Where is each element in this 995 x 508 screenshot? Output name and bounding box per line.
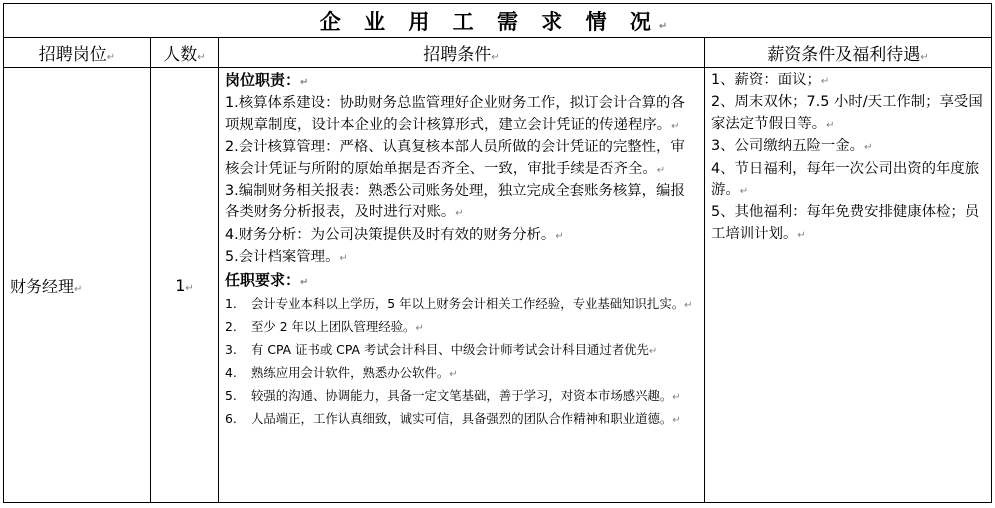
count-text: 1 (175, 275, 186, 295)
cell-position (4, 68, 151, 503)
paragraph-mark: ↵ (864, 142, 873, 154)
paragraph-mark: ↵ (491, 52, 500, 63)
requirement-item: 2. 至少 2 年以上团队管理经验。↵ (225, 319, 424, 335)
paragraph-mark: ↵ (826, 119, 835, 131)
cell-count (151, 68, 219, 503)
header-position-text: 招聘岗位 (38, 45, 107, 65)
requirements-heading: 任职要求：↵ (225, 270, 309, 289)
paragraph-mark: ↵ (684, 300, 693, 312)
requirement-item: 6. 人品端正，工作认真细致，诚实可信，具备强烈的团队合作精神和职业道德。↵ (225, 411, 681, 427)
cell-benefits (705, 68, 992, 503)
paragraph-mark: ↵ (300, 77, 309, 88)
demand-table (3, 3, 992, 503)
benefit-item: 3、公司缴纳五险一金。↵ (711, 138, 873, 155)
requirement-item: 3. 有 CPA 证书或 CPA 考试会计科目、中级会计师考试会计科目通过者优先↵ (225, 342, 658, 358)
table-row (4, 68, 992, 503)
paragraph-mark: ↵ (658, 20, 676, 32)
paragraph-mark: ↵ (920, 52, 929, 63)
header-benefits (705, 38, 992, 68)
duty-item: 2.会计核算管理：严格、认真复核本部人员所做的会计凭证的完整性，审核会计凭证与所附的原始单据是否齐全、一致，审批手续是否齐全。↵ (225, 139, 685, 177)
benefit-item: 2、周末双休；7.5 小时/天工作制；享受国家法定节假日等。↵ (711, 94, 983, 132)
requirement-item: 5. 较强的沟通、协调能力，具备一定文笔基础，善于学习，对资本市场感兴趣。↵ (225, 388, 681, 404)
benefit-item: 5、其他福利：每年免费安排健康体检；员工培训计划。↵ (711, 204, 980, 242)
paragraph-mark: ↵ (415, 323, 424, 335)
header-position (4, 38, 151, 68)
paragraph-mark: ↵ (197, 52, 206, 63)
paragraph-mark: ↵ (449, 369, 458, 381)
benefit-item: 1、薪资：面议；↵ (711, 72, 830, 88)
requirement-item: 4. 熟练应用会计软件，熟悉办公软件。↵ (225, 365, 458, 381)
paragraph-mark: ↵ (106, 52, 116, 63)
requirements-list (225, 293, 698, 431)
table-title (4, 4, 992, 38)
table-title-text: 企 业 用 工 需 求 情 况 (319, 9, 659, 34)
header-conditions-text: 招聘条件 (423, 45, 492, 65)
requirement-item: 1. 会计专业本科以上学历，5 年以上财务会计相关工作经验，专业基础知识扎实。↵ (225, 296, 693, 312)
paragraph-mark: ↵ (671, 120, 680, 132)
paragraph-mark: ↵ (74, 283, 83, 295)
paragraph-mark: ↵ (300, 276, 309, 288)
paragraph-mark: ↵ (739, 186, 749, 198)
duty-item: 4.财务分析：为公司决策提供及时有效的财务分析。↵ (225, 226, 564, 243)
paragraph-mark: ↵ (648, 346, 658, 358)
header-conditions (219, 38, 705, 68)
benefit-item: 4、节日福利，每年一次公司出资的年度旅游。↵ (711, 160, 980, 199)
paragraph-mark: ↵ (672, 415, 681, 427)
paragraph-mark: ↵ (656, 164, 666, 176)
paragraph-mark: ↵ (672, 392, 681, 404)
paragraph-mark: ↵ (455, 208, 464, 220)
duty-item: 5.会计档案管理。↵ (225, 249, 348, 266)
duties-heading: 岗位职责：↵ (225, 71, 309, 89)
paragraph-mark: ↵ (820, 76, 830, 87)
duty-item: 3.编制财务相关报表：熟悉公司账务处理，独立完成全套账务核算，编报各类财务分析报表，及时进行对账。↵ (225, 183, 685, 221)
header-count-text: 人数 (163, 45, 198, 65)
paragraph-mark: ↵ (185, 282, 194, 294)
header-benefits-text: 薪资条件及福利待遇 (767, 45, 921, 65)
paragraph-mark: ↵ (555, 230, 564, 242)
position-text: 财务经理 (10, 276, 75, 296)
duty-item: 1.核算体系建设：协助财务总监管理好企业财务工作，拟订会计合算的各项规章制度，设计本企业的会计核算形式，建立会计凭证的传递程序。↵ (225, 95, 685, 133)
header-count (151, 38, 219, 68)
paragraph-mark: ↵ (797, 229, 806, 241)
cell-conditions (219, 68, 705, 503)
paragraph-mark: ↵ (339, 253, 348, 265)
